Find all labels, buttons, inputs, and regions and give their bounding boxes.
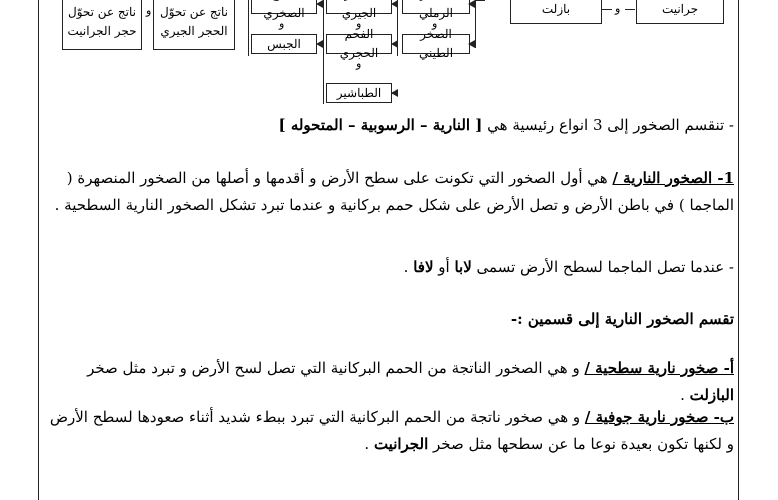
- connector-and-1: و: [146, 4, 152, 17]
- sed-line-top: [475, 0, 485, 1]
- box-salt-text: الصخري: [263, 6, 305, 20]
- lava-or: أو: [433, 258, 455, 276]
- connector-and-4: و: [432, 17, 438, 30]
- box-granite-text: جرانيت: [661, 1, 699, 16]
- arrow-to-limestone: [391, 0, 398, 8]
- box-coal: [326, 27, 392, 60]
- classification-prefix: - تنقسم الصخور إلى 3 انواع رئيسية هي: [482, 116, 734, 134]
- connector-and-3: و: [356, 17, 362, 30]
- igneous-heading: 1- الصخور النارية /: [612, 169, 734, 187]
- box-product-limestone-text: ناتج عن تحوّل الحجر الجيري: [159, 5, 228, 38]
- box-basalt: [510, 0, 602, 24]
- classification-line: [44, 112, 734, 139]
- surface-example: البازلت: [689, 386, 734, 404]
- box-sand: [402, 0, 470, 20]
- classification-types: [ النارية – الرسوبية – المتحوله ]: [278, 116, 483, 134]
- connector-and-5: و: [356, 57, 362, 70]
- igneous-connector-right: [625, 9, 635, 10]
- deep-paragraph: [44, 404, 734, 458]
- lava-prefix: - عندما تصل الماجما لسطح الأرض تسمى: [471, 258, 734, 276]
- box-clay-text: الصخر الطيني: [418, 27, 454, 60]
- box-limestone: [326, 0, 392, 20]
- sed-line-center: [323, 0, 324, 104]
- deep-heading: ب- صخور نارية جوفية /: [584, 408, 734, 426]
- arrow-to-gypsum: [316, 40, 323, 48]
- box-gypsum: [251, 34, 317, 54]
- box-granite: [636, 0, 724, 24]
- box-limestone-text: الجيري: [341, 6, 377, 20]
- lava-line: [44, 254, 734, 281]
- page-border-right: [738, 0, 739, 500]
- box-product-granite: [62, 0, 142, 50]
- surface-end: .: [680, 386, 690, 404]
- igneous-connector-left: [602, 9, 612, 10]
- arrow-to-coal: [391, 40, 398, 48]
- box-product-granite-text: ناتج عن تحوّل حجر الجرانيت: [67, 5, 137, 38]
- box-sand-text: الرملي: [418, 6, 453, 20]
- surface-text: و هي الصخور الناتجة من الحمم البركانية التي تصل لسح الأرض و تبرد مثل صخر: [87, 359, 585, 377]
- arrow-to-sand: [468, 0, 475, 8]
- page-border-left: [38, 0, 39, 500]
- connector-and-2: و: [279, 17, 285, 30]
- igneous-paragraph: [44, 165, 734, 219]
- box-gypsum-text: الجبس: [267, 36, 301, 51]
- lava-word-2: لافا: [413, 258, 434, 276]
- box-basalt-text: بازلت: [541, 1, 571, 16]
- lava-word-1: لابا: [454, 258, 472, 276]
- arrow-to-salt: [316, 0, 323, 8]
- box-coal-text: الفحم الحجري: [339, 27, 379, 60]
- sed-line-far: [475, 0, 476, 48]
- surface-heading: أ- صخور نارية سطحية /: [584, 359, 734, 377]
- deep-end: .: [364, 435, 374, 453]
- connector-and-6: و: [615, 2, 621, 15]
- divide-heading: تقسم الصخور النارية إلى قسمين :-: [510, 310, 734, 328]
- surface-paragraph: [44, 355, 734, 409]
- arrow-to-clay: [468, 40, 475, 48]
- sed-line-left: [248, 0, 249, 56]
- chalk-connector: [392, 93, 398, 94]
- box-salt: [251, 0, 317, 20]
- box-product-limestone: [153, 0, 235, 50]
- box-clay: [402, 27, 470, 60]
- box-chalk-text: الطباشير: [336, 85, 382, 100]
- lava-end: .: [403, 258, 414, 276]
- deep-text: و هي صخور ناتجة من الحمم البركانية التي تبرد ببطء شديد أثناء صعودها لسطح الأرض و لكنها تكون بعيدة نوعا ما عن سطحها مثل صخر: [49, 408, 734, 453]
- deep-example: الجرانيت: [373, 435, 429, 453]
- igneous-text: هي أول الصخور التي تكونت على سطح الأرض و أقدمها و أصلها من الصخور المنصهرة ( الماجما ) في باطن الأرض و تصل الأرض على شكل حمم بركانية و عندما تبرد تشكل الصخور النارية السطحية .: [54, 169, 734, 214]
- box-chalk: [326, 83, 392, 103]
- divide-heading-line: [44, 306, 734, 333]
